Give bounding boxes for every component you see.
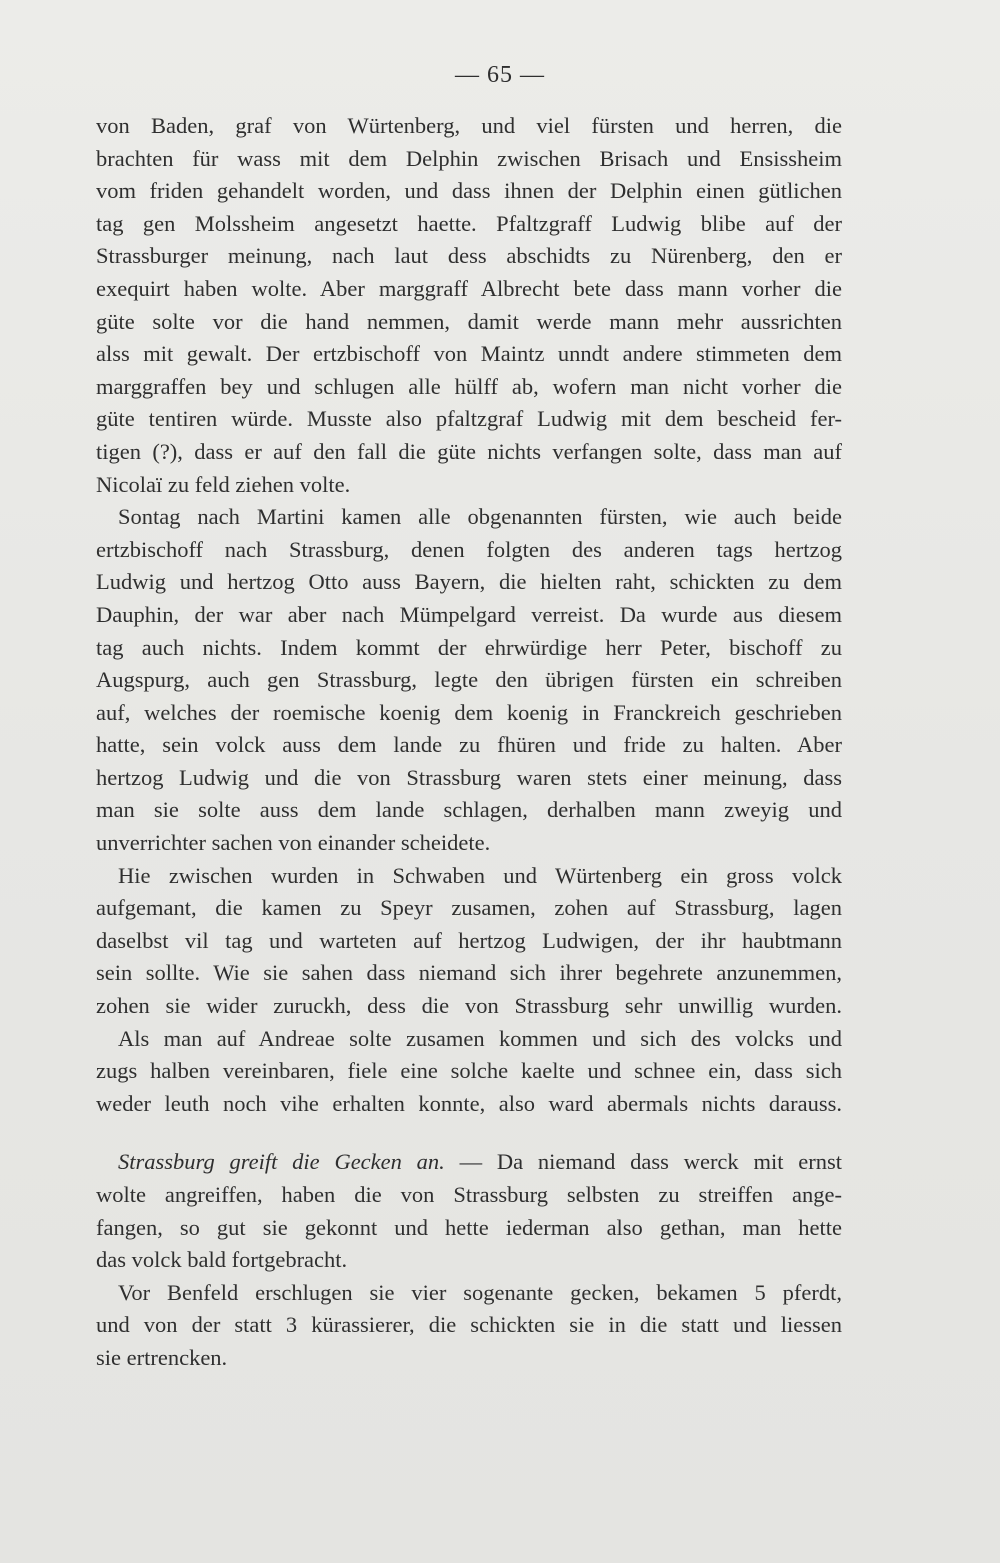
- text-line: alss mit gewalt. Der ertzbischoff von Maintz unndt andere stimmeten dem: [96, 341, 842, 367]
- text-line: und von der statt 3 kürassierer, die schickten sie in die statt und liessen: [96, 1312, 842, 1338]
- paragraph-4: [96, 1023, 842, 1121]
- paragraph-3: [96, 860, 842, 1023]
- paragraph-2: [96, 501, 842, 860]
- page-number: — 65 —: [455, 62, 545, 88]
- text-line: sein sollte. Wie sie sahen dass niemand sich ihrer begehrete anzunemmen,: [96, 960, 842, 986]
- text-line: Nicolaï zu feld ziehen volte.: [96, 471, 351, 497]
- text-line: hatte, sein volck auss dem lande zu fhüren und fride zu halten. Aber: [96, 732, 842, 758]
- paragraph-1: [96, 110, 842, 501]
- text-line: sie ertrencken.: [96, 1344, 228, 1370]
- text-line: Sontag nach Martini kamen alle obgenannten fürsten, wie auch beide: [118, 504, 842, 530]
- text-line: zugs halben vereinbaren, fiele eine solche kaelte und schnee ein, dass sich: [96, 1058, 842, 1084]
- text-line: tigen (?), dass er auf den fall die güte nichts verfangen solte, dass man auf: [96, 438, 842, 464]
- text-line: zohen sie wider zuruckh, dess die von Strassburg sehr unwillig wurden.: [96, 993, 842, 1019]
- final-paragraph: [96, 1277, 842, 1375]
- text-line: man sie solte auss dem lande schlagen, derhalben mann zweyig und: [96, 797, 842, 823]
- text-line: weder leuth noch vihe erhalten konnte, also ward abermals nichts darauss.: [96, 1090, 842, 1116]
- text-line: Hie zwischen wurden in Schwaben und Würtenberg ein gross volck: [118, 862, 842, 888]
- text-line: Ludwig und hertzog Otto auss Bayern, die hielten raht, schickten zu dem: [96, 569, 842, 595]
- text-line: auf, welches der roemische koenig dem koenig in Franckreich geschrieben: [96, 699, 842, 725]
- text-line: marggraffen bey und schlugen alle hülff ab, wofern man nicht vorher die: [96, 373, 842, 399]
- text-line: unverrichter sachen von einander scheidete.: [96, 830, 491, 856]
- text-line: Vor Benfeld erschlugen sie vier sogenante gecken, bekamen 5 pferdt,: [118, 1279, 842, 1305]
- text-line: Augspurg, auch gen Strassburg, legte den übrigen fürsten ein schreiben: [96, 667, 842, 693]
- text-line: daselbst vil tag und warteten auf hertzog Ludwigen, der ihr haubtmann: [96, 927, 842, 953]
- text-body: [96, 110, 842, 1375]
- text-line: von Baden, graf von Würtenberg, und viel fürsten und herren, die: [96, 113, 842, 138]
- text-line: fangen, so gut sie gekonnt und hette iederman also gethan, man hette: [96, 1214, 842, 1240]
- text-line: güte tentiren würde. Musste also pfaltzgraf Ludwig mit dem bescheid fer-: [96, 406, 842, 432]
- section-heading: Strassburg greift die Gecken an.: [118, 1149, 445, 1175]
- section-paragraph: [96, 1146, 842, 1276]
- text-line: aufgemant, die kamen zu Speyr zusamen, zohen auf Strassburg, lagen: [96, 895, 842, 921]
- text-line: tag gen Molssheim angesetzt haette. Pfaltzgraff Ludwig blibe auf der: [96, 210, 842, 236]
- text-line: hertzog Ludwig und die von Strassburg waren stets einer meinung, dass: [96, 764, 842, 790]
- text-line: vom friden gehandelt worden, und dass ihnen der Delphin einen gütlichen: [96, 178, 842, 204]
- text-line: brachten für wass mit dem Delphin zwischen Brisach und Ensissheim: [96, 145, 842, 171]
- text-line: tag auch nichts. Indem kommt der ehrwürdige herr Peter, bischoff zu: [96, 634, 842, 660]
- text-line: Dauphin, der war aber nach Mümpelgard verreist. Da wurde aus diesem: [96, 601, 842, 627]
- text-line: Strassburger meinung, nach laut dess abschidts zu Nürenberg, den er: [96, 243, 842, 269]
- section-first-line: [96, 1146, 842, 1179]
- section-first-line-text: — Da niemand dass werck mit ernst: [444, 1149, 842, 1175]
- text-line: wolte angreiffen, haben die von Strassburg selbsten zu streiffen ange-: [96, 1182, 842, 1207]
- text-line: Als man auf Andreae solte zusamen kommen und sich des volcks und: [118, 1025, 842, 1051]
- text-line: güte solte vor die hand nemmen, damit werde mann mehr aussrichten: [96, 308, 842, 334]
- text-line: das volck bald fortgebracht.: [96, 1247, 348, 1273]
- text-line: exequirt haben wolte. Aber marggraff Albrecht bete dass mann vorher die: [96, 275, 842, 301]
- section-gap: [96, 1120, 842, 1146]
- text-line: ertzbischoff nach Strassburg, denen folgten des anderen tags hertzog: [96, 536, 842, 562]
